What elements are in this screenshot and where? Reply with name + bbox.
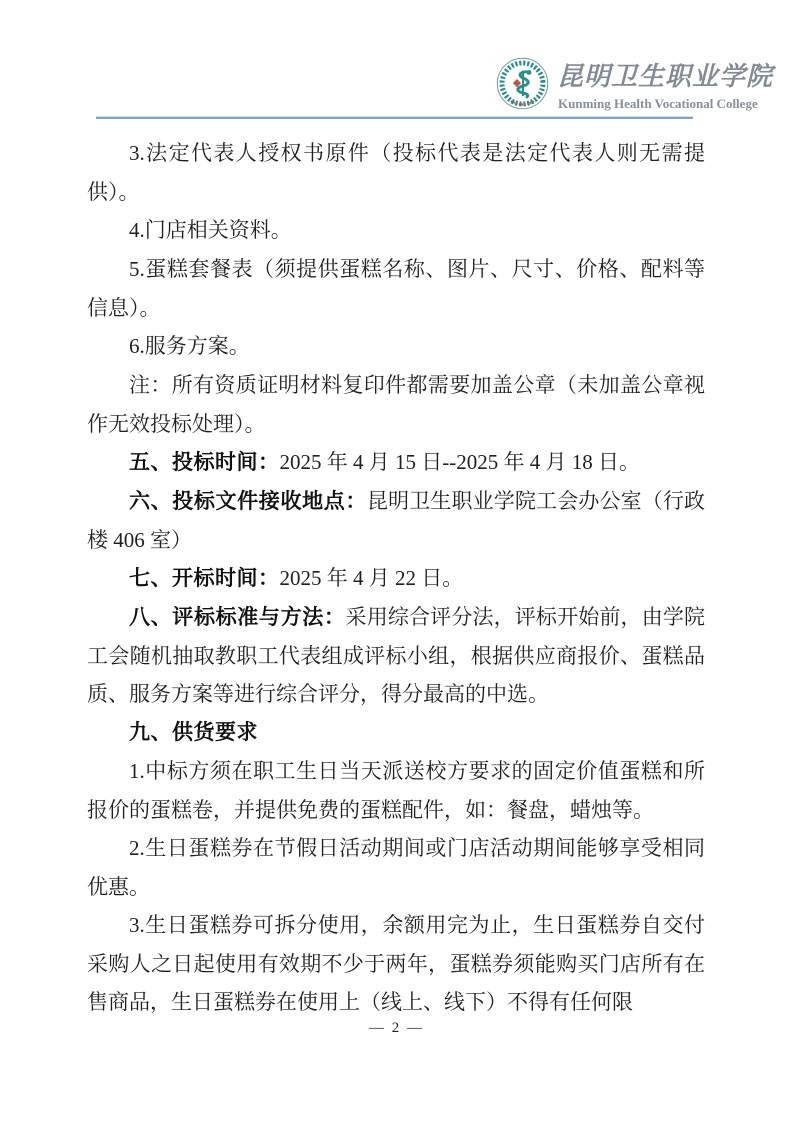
para-text: 3.生日蛋糕券可拆分使用，余额用完为止，生日蛋糕券自交付采购人之日起使用有效期不少于两年，蛋糕券须能购买门店所有在售商品，生日蛋糕券在使用上（线上、线下）不得有任何限: [87, 913, 705, 1014]
para-text: 4.门店相关资料。: [129, 218, 292, 242]
section-heading-open-time: 七、开标时间：: [129, 567, 280, 590]
para-legal-rep-authorization: [87, 134, 705, 211]
para-text: 2025 年 4 月 22 日。: [279, 566, 464, 590]
section-heading-bid-address: 六、投标文件接收地点：: [129, 490, 367, 513]
section-heading-evaluation: 八、评标标准与方法：: [129, 606, 346, 629]
para-text: 2.生日蛋糕券在节假日活动期间或门店活动期间能够享受相同优惠。: [87, 836, 705, 899]
page-number: — 2 —: [369, 1020, 424, 1036]
header-divider-line: [96, 116, 693, 119]
para-supply-item-3: [87, 906, 705, 1021]
para-store-materials: [87, 211, 705, 250]
document-body: [87, 134, 705, 1021]
para-open-bid-time: [87, 559, 705, 598]
para-text: 5.蛋糕套餐表（须提供蛋糕名称、图片、尺寸、价格、配料等信息）。: [87, 257, 705, 320]
college-seal-icon: [496, 57, 549, 110]
para-evaluation-method: [87, 598, 705, 713]
para-text: 采用综合评分法，评标开始前，由学院工会随机抽取教职工代表组成评标小组，根据供应商报价、蛋糕品质、服务方案等进行综合评分，得分最高的中选。: [87, 605, 706, 706]
section-heading-bid-time: 五、投标时间：: [129, 451, 280, 474]
para-service-plan: [87, 327, 705, 366]
para-supply-requirements-heading: [87, 713, 705, 752]
para-note-official-seal: [87, 366, 705, 443]
para-text: 3.法定代表人授权书原件（投标代表是法定代表人则无需提供）。: [87, 141, 705, 204]
para-cake-menu-table: [87, 250, 705, 327]
para-text: 1.中标方须在职工生日当天派送校方要求的固定价值蛋糕和所报价的蛋糕卷，并提供免费的蛋糕配件，如：餐盘，蜡烛等。: [87, 759, 705, 822]
para-supply-item-1: [87, 752, 705, 829]
para-text: 2025 年 4 月 15 日--2025 年 4 月 18 日。: [279, 450, 640, 474]
para-supply-item-2: [87, 829, 705, 906]
para-text: 昆明卫生职业学院工会办公室（行政楼 406 室）: [87, 489, 706, 552]
para-text: 6.服务方案。: [129, 334, 250, 358]
para-bid-receive-address: [87, 482, 705, 559]
section-heading-supply: 九、供货要求: [129, 721, 258, 744]
para-bid-time: [87, 443, 705, 482]
para-text: 注：所有资质证明材料复印件都需要加盖公章（未加盖公章视作无效投标处理）。: [87, 373, 705, 436]
college-name-zh: 昆明卫生职业学院: [557, 62, 774, 91]
college-name-en: Kunming Health Vocational College: [558, 96, 758, 111]
